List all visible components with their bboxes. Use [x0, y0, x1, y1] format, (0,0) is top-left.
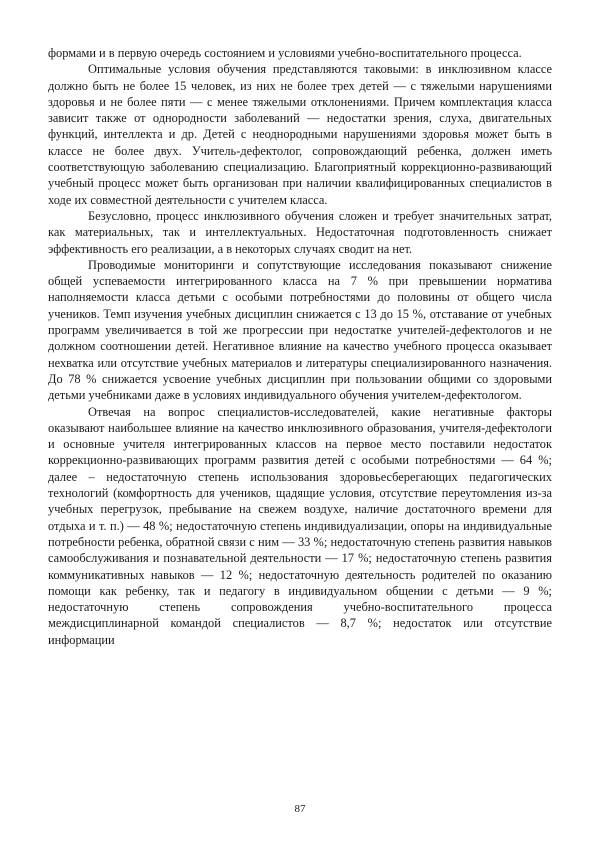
paragraph-negative-factors: Отвечая на вопрос специалистов-исследователей, какие негативные факторы оказывают наибольшее влияние на качество инклюзивного образования, учителя-дефектологи и основные учителя интегрированных классов на первое место поставили недостаток коррекционно-развивающих программ развития детей с особыми потребностями — 64 %; далее – недостаточную степень использования здоровьесберегающих педагогических технологий (комфортность для учеников, щадящие условия, отсутствие переутомления из-за учебных перегрузок, пребывание на свежем воздухе, наличие достаточного времени для отдыха и т. п.) — 48 %; недостаточную степень индивидуализации, опоры на индивидуальные потребности ребенка, обратной связи с ним — 33 %; недостаточную степень развития навыков самообслуживания и познавательной деятельности — 17 %; недостаточную степень развития коммуникативных навыков — 12 %; недостаточную деятельность родителей по оказанию помощи как ребенку, так и педагогу в индивидуальном общении с детьми — 9 %; недостаточную степень сопровождения учебно-воспитательного процесса междисциплинарной командой специалистов — 8,7 %; недостаток или отсутствие информации: [48, 404, 552, 647]
paragraph-continuation: формами и в первую очередь состоянием и условиями учебно-воспитательного процесса.: [48, 46, 522, 60]
paragraph-monitoring-results: Проводимые мониторинги и сопутствующие исследования показывают снижение общей успеваемости интегрированного класса на 7 % при превышении норматива наполняемости класса детьми с особыми потребностями до половины от общего числа учеников. Темп изучения учебных дисциплин снижается с 13 до 15 %, отставание от учебных программ увеличивается в той же прогрессии при недостатке учителей-дефектологов и не должном соотношении детей. Негативное влияние на качество учебного процесса оказывает нехватка или отсутствие учебных материалов и литературы специализированного назначения. До 78 % снижается усвоение учебных дисциплин при пользовании общими со здоровыми детьми учебниками даже в условиях индивидуального обучения учителем-дефектологом.: [48, 257, 552, 403]
paragraph-optimal-conditions: Оптимальные условия обучения представляются таковыми: в инклюзивном классе должно быть не более 15 человек, из них не более трех детей — с тяжелыми нарушениями здоровья и не более пяти — с менее тяжелыми отклонениями. Причем комплектация класса зависит также от однородности заболеваний — недостатки зрения, слуха, двигательных функций, интеллекта и др. Детей с неоднородными нарушениями здоровья может быть в классе не более двух. Учитель-дефектолог, сопровождающий ребенка, должен иметь соответствующую заболеванию специализацию. Благоприятный коррекционно-развивающий учебный процесс может быть организован при наличии квалифицированных специалистов в ходе их совместной деятельности с учителем класса.: [48, 62, 552, 207]
page-body: [48, 45, 552, 648]
page-number: 87: [294, 803, 306, 815]
paragraph-inclusive-complexity: Безусловно, процесс инклюзивного обучения сложен и требует значительных затрат, как материальных, так и интеллектуальных. Недостаточная подготовленность снижает эффективность его реализации, а в некоторых случаях сводит на нет.: [48, 208, 552, 256]
